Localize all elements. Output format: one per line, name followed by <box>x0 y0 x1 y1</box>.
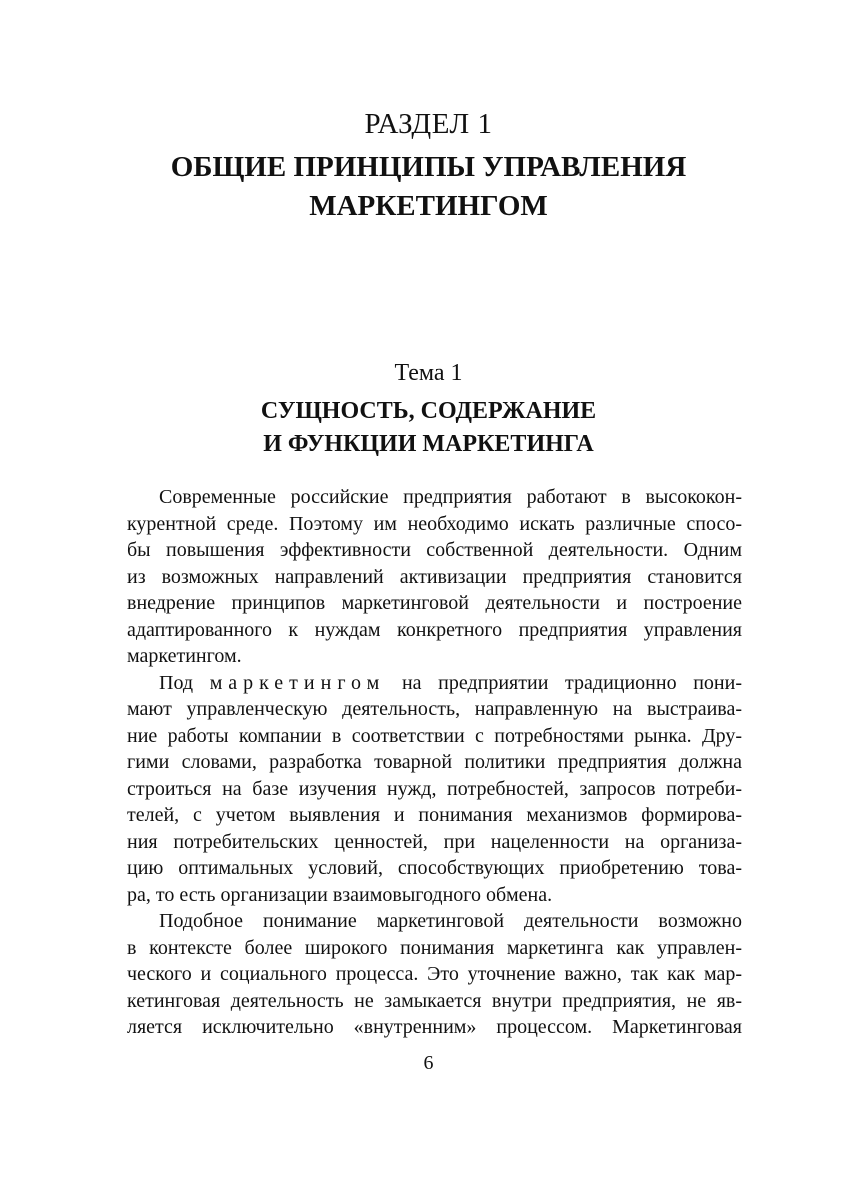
text-line: кетинговая деятельность не замыкается внутри предприятия, не яв- <box>127 989 742 1012</box>
text-line <box>127 670 742 697</box>
text-line: ние работы компании в соответствии с потребностями рынка. Дру- <box>127 724 742 747</box>
emphasized-term: маркетингом <box>209 671 386 694</box>
section-title-line: ОБЩИЕ ПРИНЦИПЫ УПРАВЛЕНИЯ <box>170 151 687 183</box>
text-line: ческого и социального процесса. Это уточнение важно, так как мар- <box>127 963 742 985</box>
section-label: РАЗДЕЛ 1 <box>364 108 493 140</box>
topic-title-line: И ФУНКЦИИ МАРКЕТИНГА <box>263 431 594 457</box>
section-title <box>0 148 857 226</box>
text-line: бы повышения эффективности собственной деятельности. Одним <box>127 539 742 561</box>
text-line: из возможных направлений активизации предприятия становится <box>127 565 742 588</box>
text-line: цию оптимальных условий, способствующих приобретению това- <box>127 857 742 879</box>
topic-title <box>0 395 857 461</box>
topic-title-line: СУЩНОСТЬ, СОДЕРЖАНИЕ <box>260 398 597 424</box>
text-line: гими словами, разработка товарной политики предприятия должна <box>127 751 742 773</box>
text-fragment: на предприятии традиционно пони- <box>385 671 742 694</box>
text-line: внедрение принципов маркетинговой деятельности и построение <box>127 592 742 614</box>
page-number: 6 <box>423 1052 434 1074</box>
text-line: ния потребительских ценностей, при нацеленности на организа- <box>127 830 742 853</box>
text-line: мают управленческую деятельность, направленную на выстраива- <box>127 698 742 720</box>
section-title-line: МАРКЕТИНГОМ <box>309 190 548 222</box>
text-line: адаптированного к нуждам конкретного предприятия управления <box>127 618 742 641</box>
topic-label: Тема 1 <box>394 360 463 386</box>
text-line: Подобное понимание маркетинговой деятельности возможно <box>159 910 742 932</box>
text-fragment: Под <box>159 671 210 694</box>
body-text <box>127 484 742 1041</box>
text-line: маркетингом. <box>127 645 242 667</box>
text-line: Современные российские предприятия работают в высококон- <box>159 486 742 508</box>
text-line: строиться на базе изучения нужд, потребностей, запросов потреби- <box>127 777 742 800</box>
text-line: курентной среде. Поэтому им необходимо искать различные спосо- <box>127 512 742 535</box>
text-line: ляется исключительно «внутренним» процессом. Маркетинговая <box>127 1016 742 1038</box>
text-line: ра, то есть организации взаимовыгодного обмена. <box>127 883 553 906</box>
text-line: телей, с учетом выявления и понимания механизмов формирова- <box>127 804 742 826</box>
text-line: в контексте более широкого понимания маркетинга как управлен- <box>127 936 742 959</box>
